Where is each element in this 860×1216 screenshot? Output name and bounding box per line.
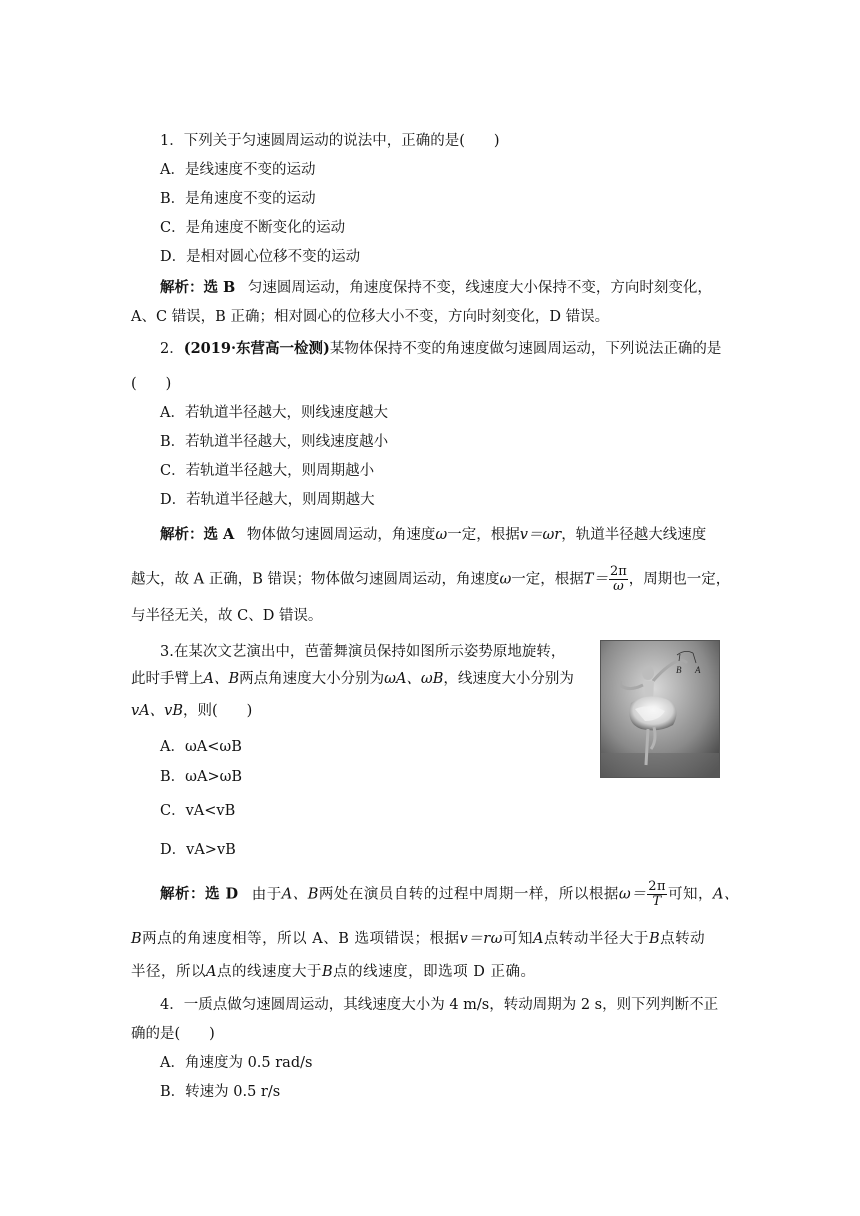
fraction-denominator: ω <box>613 579 624 594</box>
q3-solution-text: 点转动 <box>660 931 706 947</box>
q1-option-b: B．是角速度不变的运动 <box>160 191 316 207</box>
q3-solution-line-3 <box>131 962 535 982</box>
points-a-b: A、B <box>281 886 319 903</box>
point-a: A、 <box>713 886 740 903</box>
q3-option-b: B．ωA>ωB <box>160 769 243 785</box>
q2-solution-line-1 <box>160 525 706 545</box>
q1-option-c: C．是角速度不断变化的运动 <box>160 220 346 236</box>
q2-source: (2019·东营高一检测) <box>183 340 330 357</box>
formula-v-r-omega: v＝rω <box>459 931 503 947</box>
point-b: B <box>321 964 334 980</box>
q3-stem-text: 两点角速度大小分别为 <box>239 671 385 687</box>
formula-v-omega-r: v＝ωr <box>519 527 562 543</box>
q3-solution-text: 点的线速度大于 <box>216 964 322 980</box>
q1-solution-text-1: 匀速圆周运动，角速度保持不变，线速度大小保持不变，方向时刻变化， <box>247 280 712 296</box>
points-a-b: A、B <box>203 671 240 687</box>
q2-solution-text: 物体做匀速圆周运动，角速度 <box>246 527 436 543</box>
v-a-v-b: vA、vB <box>131 703 184 719</box>
q3-solution-text: 两处在演员自转的过程中周期一样，所以根据 <box>318 886 619 903</box>
q1-option-d: D．是相对圆心位移不变的运动 <box>160 249 361 265</box>
figure-label-b: B <box>676 665 682 675</box>
q2-stem-text: 某物体保持不变的角速度做匀速圆周运动，下列说法正确的是 <box>329 341 722 357</box>
q3-stem-text: 此时手臂上 <box>131 671 204 687</box>
point-a: A <box>532 931 544 947</box>
q2-option-c: C．若轨道半径越大，则周期越小 <box>160 463 375 479</box>
question-3-stem-line-2 <box>131 669 574 689</box>
q1-solution-line-2: A、C 错误，B 正确；相对圆心的位移大小不变，方向时刻变化，D 错误。 <box>131 309 610 325</box>
fraction-2pi-over-omega <box>609 565 628 594</box>
fraction-numerator: 2π <box>648 879 667 894</box>
q4-option-a: A．角速度为 0.5 rad/s <box>160 1055 313 1071</box>
q3-solution-line-2 <box>131 929 705 949</box>
question-1-stem: 1．下列关于匀速圆周运动的说法中，正确的是( ) <box>160 133 500 149</box>
omega-a-omega-b: ωA、ωB <box>384 671 444 687</box>
q2-solution-text: 一定，根据 <box>511 571 584 588</box>
q2-option-b: B．若轨道半径越大，则线速度越小 <box>160 434 389 450</box>
q2-solution-text: ，周期也一定， <box>628 571 731 588</box>
point-b: B <box>648 931 661 947</box>
q3-solution-text: 两点的角速度相等，所以 A、B 选项错误；根据 <box>142 931 460 947</box>
question-4-stem-line-2: 确的是( ) <box>131 1026 215 1042</box>
question-3-stem-line-3 <box>131 701 252 721</box>
ballerina-figure <box>600 640 720 778</box>
formula-period: T＝ <box>583 571 608 588</box>
q2-solution-text: ，轨道半径越大线速度 <box>561 527 707 543</box>
question-3-stem-line-1: 3.在某次文艺演出中，芭蕾舞演员保持如图所示姿势原地旋转， <box>160 644 566 660</box>
q3-option-d: D．vA>vB <box>160 842 236 858</box>
q3-solution-label: 解析：选 D <box>160 885 239 903</box>
q2-answer-paren: ( ) <box>131 376 172 392</box>
q2-option-a: A．若轨道半径越大，则线速度越大 <box>160 405 388 421</box>
q3-solution-line-1 <box>160 880 739 909</box>
q3-solution-text: 由于 <box>251 886 282 903</box>
q2-number: 2． <box>160 341 184 357</box>
q3-solution-text: 半径，所以 <box>131 964 206 980</box>
q3-option-a: A．ωA<ωB <box>160 739 242 755</box>
point-a: A <box>206 964 217 980</box>
omega-symbol: ω <box>499 571 512 588</box>
omega-symbol: ω <box>435 527 448 543</box>
q1-solution-label: 解析：选 B <box>160 279 236 296</box>
fraction-denominator: T <box>652 894 662 909</box>
q3-solution-text: 点转动半径大于 <box>543 931 649 947</box>
q3-stem-text: ，线速度大小分别为 <box>443 671 574 687</box>
fraction-numerator: 2π <box>609 564 627 579</box>
figure-label-a: A <box>695 665 701 675</box>
fraction-2pi-over-t <box>647 880 667 909</box>
q4-option-b: B．转速为 0.5 r/s <box>160 1084 281 1100</box>
q2-solution-line-3: 与半径无关，故 C、D 错误。 <box>131 608 323 624</box>
q2-option-d: D．若轨道半径越大，则周期越大 <box>160 492 375 508</box>
point-b: B <box>131 931 143 947</box>
formula-omega: ω＝ <box>618 886 647 903</box>
q2-solution-text: 一定，根据 <box>447 527 520 543</box>
q2-solution-text: 越大，故 A 正确，B 错误；物体做匀速圆周运动，角速度 <box>131 571 500 588</box>
q3-stem-text: ，则( ) <box>183 703 253 719</box>
q3-solution-text: 可知 <box>502 931 533 947</box>
q3-option-c: C．vA<vB <box>160 803 236 819</box>
q2-solution-label: 解析：选 A <box>160 526 235 543</box>
q1-solution-line-1 <box>160 278 712 298</box>
question-4-stem-line-1: 4．一质点做匀速圆周运动，其线速度大小为 4 m/s，转动周期为 2 s，则下列判断不正 <box>160 997 719 1013</box>
q3-solution-text: 点的线速度，即选项 D 正确。 <box>333 964 536 980</box>
q2-solution-line-2 <box>131 565 730 594</box>
question-2-stem <box>160 339 721 359</box>
q3-solution-text: 可知， <box>668 886 714 903</box>
q1-option-a: A．是线速度不变的运动 <box>160 162 316 178</box>
ballerina-illustration <box>601 641 719 777</box>
